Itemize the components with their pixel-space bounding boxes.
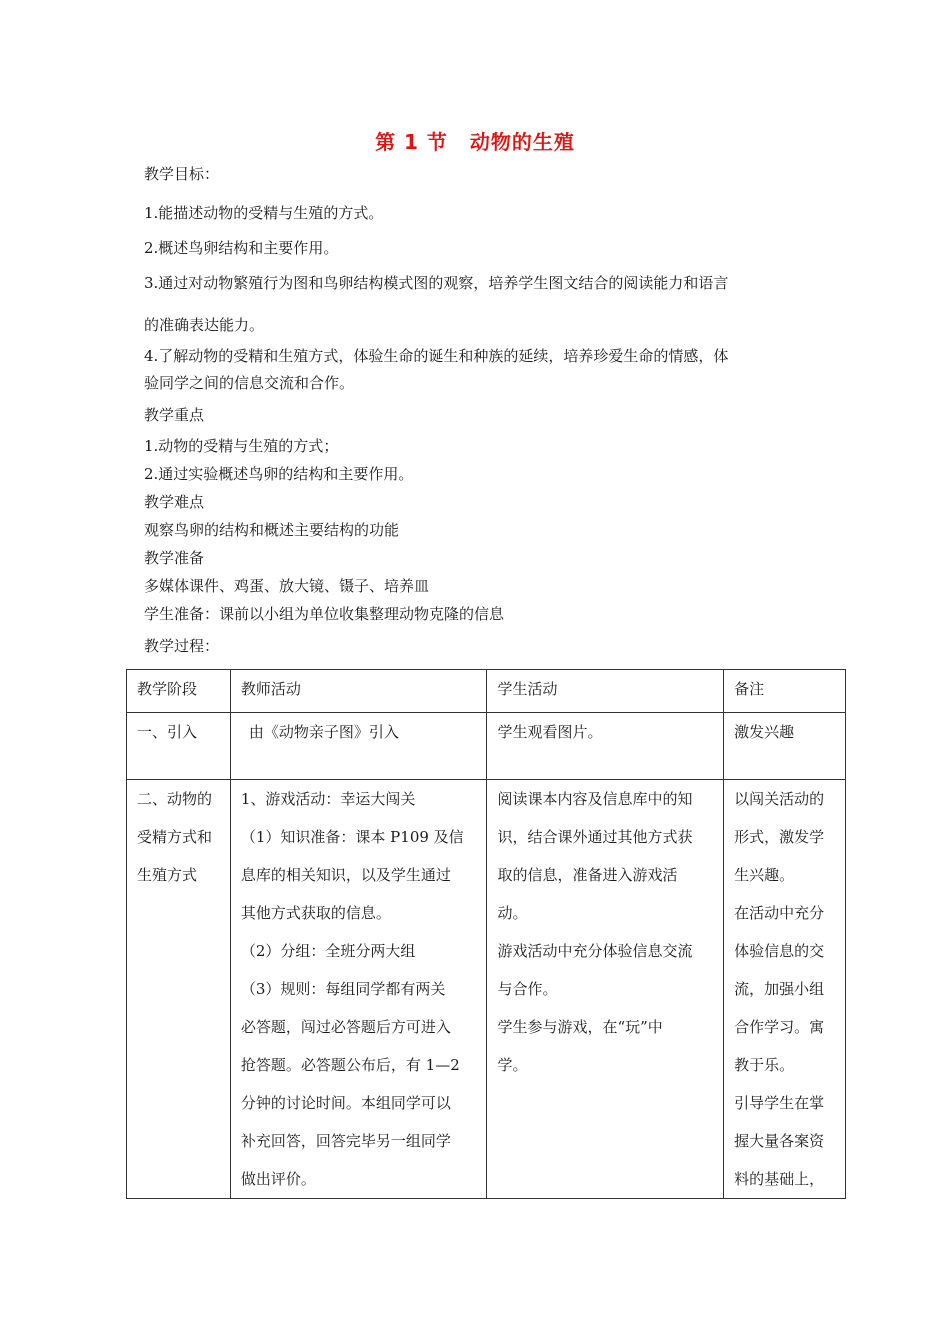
stage-cell: 一、引入 — [127, 713, 231, 780]
teacher-activity-cell — [230, 780, 487, 1199]
table-header-row — [127, 670, 846, 713]
stage-line: 生殖方式 — [137, 866, 198, 884]
student-line: 取的信息，准备进入游戏活 — [497, 866, 678, 884]
student-line: 游戏活动中充分体验信息交流 — [497, 942, 693, 960]
key-point-item: 2.通过实验概述鸟卵的结构和主要作用。 — [144, 465, 414, 483]
column-header: 学生活动 — [487, 670, 724, 713]
section-number: 第 1 节 — [375, 130, 448, 154]
teacher-line: 补充回答，回答完毕另一组同学 — [240, 1132, 451, 1150]
note-line: 握大量各案资 — [734, 1132, 825, 1150]
student-activity-cell — [487, 780, 724, 1199]
teacher-line: 其他方式获取的信息。 — [240, 904, 391, 922]
stage-cell — [127, 780, 231, 1199]
note-line: 教于乐。 — [734, 1056, 795, 1074]
note-line: 形式，激发学 — [734, 828, 825, 846]
note-line: 以闯关活动的 — [734, 790, 825, 808]
page-title — [0, 126, 950, 155]
table-row — [127, 713, 846, 780]
note-line: 引导学生在掌 — [734, 1094, 825, 1112]
objective-item: 2.概述鸟卵结构和主要作用。 — [144, 239, 339, 257]
student-line: 动。 — [497, 904, 528, 922]
column-header: 教师活动 — [230, 670, 487, 713]
teacher-line: （2）分组：全班分两大组 — [240, 942, 416, 960]
note-line: 流，加强小组 — [734, 980, 825, 998]
teacher-activity-cell — [230, 713, 487, 780]
objective-item: 的准确表达能力。 — [144, 316, 265, 334]
key-points-heading: 教学重点 — [144, 406, 205, 424]
difficulties-text: 观察鸟卵的结构和概述主要结构的功能 — [144, 521, 400, 539]
difficulties-heading: 教学难点 — [144, 493, 205, 511]
teacher-activity-text: 由《动物亲子图》引入 — [248, 723, 399, 741]
student-line: 识，结合课外通过其他方式获 — [497, 828, 693, 846]
student-preparation-text: 学生准备：课前以小组为单位收集整理动物克隆的信息 — [144, 605, 505, 623]
objective-item: 1.能描述动物的受精与生殖的方式。 — [144, 204, 384, 222]
key-point-item: 1.动物的受精与生殖的方式； — [144, 437, 339, 455]
stage-line: 二、动物的 — [137, 790, 213, 808]
note-line: 合作学习。寓 — [734, 1018, 825, 1036]
objective-item: 3.通过对动物繁殖行为图和鸟卵结构模式图的观察，培养学生图文结合的阅读能力和语言 — [144, 274, 729, 292]
stage-line: 受精方式和 — [137, 828, 213, 846]
objective-item: 4.了解动物的受精和生殖方式，体验生命的诞生和种族的延续，培养珍爱生命的情感，体 — [144, 347, 729, 365]
teacher-line: 1、游戏活动：幸运大闯关 — [240, 790, 416, 808]
column-header: 教学阶段 — [127, 670, 231, 713]
preparation-text: 多媒体课件、鸡蛋、放大镜、镊子、培养皿 — [144, 577, 430, 595]
note-cell: 激发兴趣 — [724, 713, 846, 780]
note-line: 在活动中充分 — [734, 904, 825, 922]
student-line: 阅读课本内容及信息库中的知 — [497, 790, 693, 808]
note-line: 料的基础上， — [734, 1170, 825, 1188]
section-title: 动物的生殖 — [469, 130, 575, 154]
student-line: 学生参与游戏，在“玩”中 — [497, 1018, 663, 1036]
teacher-line: 抢答题。必答题公布后，有 1—2 — [240, 1056, 460, 1074]
objectives-heading: 教学目标： — [144, 165, 220, 183]
table-row — [127, 780, 846, 1199]
teacher-line: （3）规则：每组同学都有两关 — [240, 980, 446, 998]
student-activity-cell: 学生观看图片。 — [487, 713, 724, 780]
teacher-line: 息库的相关知识，以及学生通过 — [240, 866, 451, 884]
note-cell — [724, 780, 846, 1199]
note-line: 生兴趣。 — [734, 866, 795, 884]
teacher-line: 必答题，闯过必答题后方可进入 — [240, 1018, 451, 1036]
student-line: 与合作。 — [497, 980, 558, 998]
process-table — [126, 669, 846, 1199]
preparation-heading: 教学准备 — [144, 549, 205, 567]
student-line: 学。 — [497, 1056, 528, 1074]
process-heading: 教学过程： — [144, 637, 220, 655]
teacher-line: 分钟的讨论时间。本组同学可以 — [240, 1094, 451, 1112]
note-line: 体验信息的交 — [734, 942, 825, 960]
column-header: 备注 — [724, 670, 846, 713]
teacher-line: （1）知识准备：课本 P109 及信 — [240, 828, 464, 846]
teacher-line: 做出评价。 — [240, 1170, 316, 1188]
objective-item: 验同学之间的信息交流和合作。 — [144, 374, 355, 392]
